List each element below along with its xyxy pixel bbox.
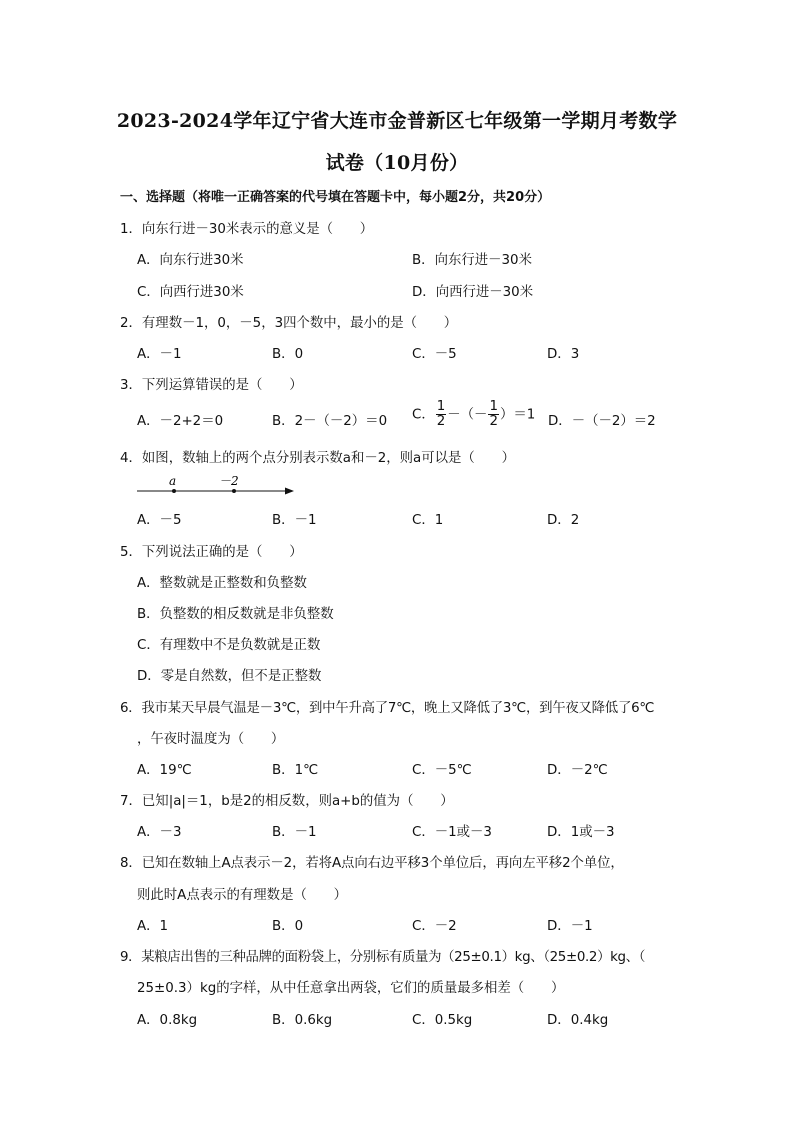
q8-stem-line-2: 则此时A点表示的有理数是（ ） xyxy=(137,888,348,903)
q6-stem-line-1: 6．我市某天早晨气温是－3℃，到中午升高了7℃，晚上又降低了3℃，到午夜又降低了6℃ xyxy=(120,701,655,716)
label-a: a xyxy=(169,474,177,488)
q3-option-c xyxy=(412,400,535,429)
q1-option-c: C．向西行进30米 xyxy=(137,285,244,300)
q5-stem: 5．下列说法正确的是（ ） xyxy=(120,545,303,560)
q5-option-d: D．零是自然数，但不是正整数 xyxy=(137,669,322,684)
fraction-denominator: 2 xyxy=(436,414,446,429)
q4-option-b: B．－1 xyxy=(272,513,317,528)
q9-option-d: D．0.4kg xyxy=(547,1013,609,1028)
q9-stem-line-2: 25±0.3）kg的字样，从中任意拿出两袋，它们的质量最多相差（ ） xyxy=(137,981,565,996)
fraction-numerator: 1 xyxy=(436,399,446,414)
q1-option-d: D．向西行进－30米 xyxy=(412,285,534,300)
q8-option-c: C．－2 xyxy=(412,919,457,934)
title-line-2: 试卷（10月份） xyxy=(325,152,469,174)
q6-option-c: C．－5℃ xyxy=(412,763,472,778)
q3-option-d: D．－（－2）＝2 xyxy=(548,414,656,429)
q2-stem: 2．有理数－1，0，－5，3四个数中，最小的是（ ） xyxy=(120,316,458,331)
q8-option-b: B．0 xyxy=(272,919,304,934)
q1-option-b: B．向东行进－30米 xyxy=(412,253,532,268)
q2-option-b: B．0 xyxy=(272,347,304,362)
q9-option-c: C．0.5kg xyxy=(412,1013,473,1028)
q7-option-b: B．－1 xyxy=(272,825,317,840)
q4-stem: 4．如图，数轴上的两个点分别表示数a和－2，则a可以是（ ） xyxy=(120,451,515,466)
q3-option-c-prefix: C． xyxy=(412,407,435,423)
q2-option-c: C．－5 xyxy=(412,347,457,362)
section-heading: 一、选择题（将唯一正确答案的代号填在答题卡中，每小题2分，共20分） xyxy=(120,190,551,205)
fraction-denominator: 2 xyxy=(489,414,498,429)
q4-option-a: A．－5 xyxy=(137,513,182,528)
q5-option-b: B．负整数的相反数就是非负整数 xyxy=(137,607,334,622)
q3-option-c-middle: －（－ xyxy=(447,407,488,423)
q7-stem: 7．已知|a|＝1，b是2的相反数，则a+b的值为（ ） xyxy=(120,794,454,809)
q8-option-d: D．－1 xyxy=(547,919,593,934)
q7-option-a: A．－3 xyxy=(137,825,182,840)
point-minus-2 xyxy=(232,489,236,493)
q6-option-a: A．19℃ xyxy=(137,763,192,778)
fraction xyxy=(488,400,499,429)
q3-option-c-suffix: ）＝1 xyxy=(499,407,536,423)
number-line-figure xyxy=(137,472,297,500)
q6-option-b: B．1℃ xyxy=(272,763,319,778)
q7-option-c: C．－1或－3 xyxy=(412,825,492,840)
q1-stem: 1．向东行进－30米表示的意义是（ ） xyxy=(120,222,374,237)
title-line-1: 2023-2024学年辽宁省大连市金普新区七年级第一学期月考数学 xyxy=(116,110,678,132)
q4-option-d: D．2 xyxy=(547,513,580,528)
q1-option-a: A．向东行进30米 xyxy=(137,253,244,268)
q2-option-a: A．－1 xyxy=(137,347,182,362)
q9-option-b: B．0.6kg xyxy=(272,1013,333,1028)
q9-stem-line-1: 9．某粮店出售的三种品牌的面粉袋上，分别标有质量为（25±0.1）kg、（25±0.2）kg、（ xyxy=(120,950,646,965)
q8-option-a: A．1 xyxy=(137,919,169,934)
q3-option-b: B．2－（－2）＝0 xyxy=(272,414,388,429)
fraction xyxy=(436,400,447,429)
number-line-arrow-icon xyxy=(285,488,294,495)
q8-stem-line-1: 8．已知在数轴上A点表示－2，若将A点向右边平移3个单位后，再向左平移2个单位， xyxy=(120,856,624,871)
q6-stem-line-2: ，午夜时温度为（ ） xyxy=(137,732,285,747)
q4-option-c: C．1 xyxy=(412,513,444,528)
q9-option-a: A．0.8kg xyxy=(137,1013,198,1028)
q7-option-d: D．1或－3 xyxy=(547,825,615,840)
q6-option-d: D．－2℃ xyxy=(547,763,608,778)
point-a xyxy=(172,489,176,493)
q2-option-d: D．3 xyxy=(547,347,580,362)
q5-option-a: A．整数就是正整数和负整数 xyxy=(137,576,307,591)
q3-option-a: A．－2+2＝0 xyxy=(137,414,224,429)
label-minus-2: －2 xyxy=(219,474,239,488)
q3-stem: 3．下列运算错误的是（ ） xyxy=(120,378,303,393)
q5-option-c: C．有理数中不是负数就是正数 xyxy=(137,638,321,653)
fraction-numerator: 1 xyxy=(489,399,498,414)
